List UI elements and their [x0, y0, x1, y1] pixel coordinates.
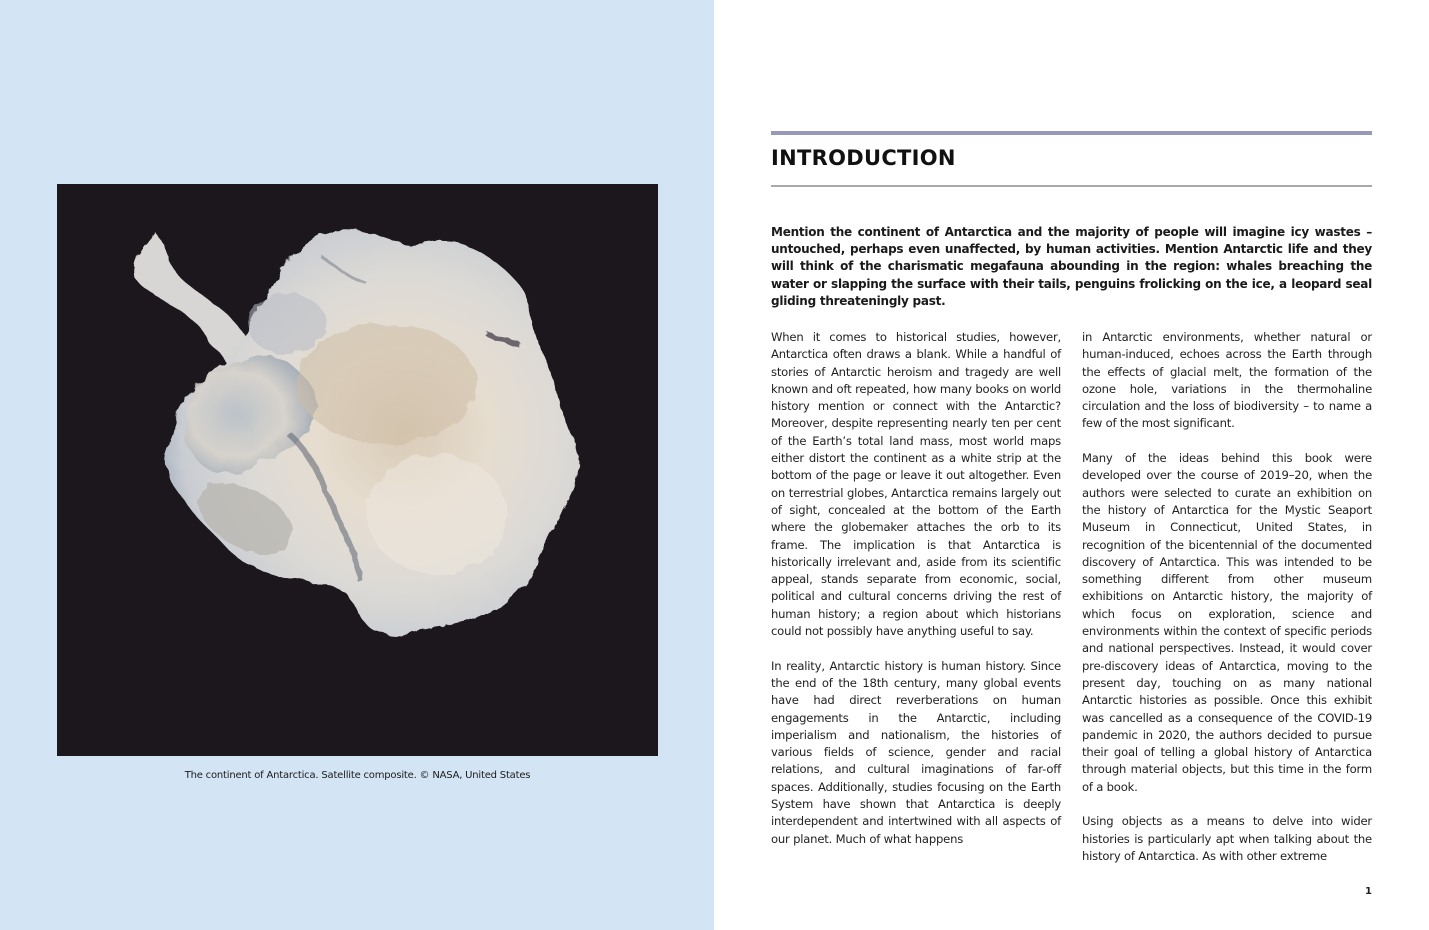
lede-paragraph: Mention the continent of Antarctica and the majority of people will imagine icy wastes – untouched, perhaps even unaffected, by human activities. Mention Antarctic life and they will think of the charismatic megafauna abounding in the region: whales breaching the water or slapping the surface with their tails, penguins frolicking on the ice, a leopard seal gliding threateningly past.: [771, 225, 1372, 308]
body-paragraph: In reality, Antarctic history is human history. Since the end of the 18th century, many global events have had direct reverberations on human engagements in the Antarctic, including imperialism and nationalism, the histories of various fields of science, gender and racial relations, and cultural imaginations of far-off spaces. Additionally, studies focusing on the Earth System have shown that Antarctica is deeply interdependent and intertwined with all aspects of our planet. Much of what happens: [771, 658, 1061, 846]
chapter-title: INTRODUCTION: [771, 146, 956, 170]
body-column-2: [1082, 329, 1372, 883]
heading-bottom-rule: [771, 185, 1372, 187]
right-page: [714, 0, 1429, 930]
left-page: [0, 0, 714, 930]
figure-caption: The continent of Antarctica. Satellite composite. © NASA, United States: [184, 770, 531, 781]
body-paragraph: When it comes to historical studies, however, Antarctica often draws a blank. While a handful of stories of Antarctic heroism and tragedy are well known and oft repeated, how many books on world history mention or connect with the Antarctic? Moreover, despite representing nearly ten per cent of the Earth’s total land mass, most world maps either distort the continent as a white strip at the bottom of the page or leave it out altogether. Even on terrestrial globes, Antarctica remains largely out of sight, concealed at the bottom of the Earth where the globemaker attaches the orb to its frame. The implication is that Antarctica is historically irrelevant and, aside from its scientific appeal, stands separate from economic, social, political and cultural concerns driving the rest of human history; a region about which historians could not possibly have anything useful to say.: [771, 330, 1061, 639]
page-number: 1: [1365, 886, 1372, 897]
body-paragraph: Using objects as a means to delve into wider histories is particularly apt when talking about the history of Antarctica. As with other extreme: [1082, 814, 1372, 863]
body-column-1: [771, 329, 1061, 865]
antarctica-image-drawing: [57, 184, 658, 756]
body-paragraph: Many of the ideas behind this book were developed over the course of 2019–20, when the authors were selected to curate an exhibition on the history of Antarctica for the Mystic Seaport Museum in Connecticut, United States, in recognition of the bicentennial of the documented discovery of Antarctica. This was intended to be something different from other museum exhibitions on Antarctic history, the majority of which focus on exploration, science and environments within the context of specific periods and national perspectives. Instead, it would cover pre-discovery ideas of Antarctica, moving to the present day, touching on as many national Antarctic histories as possible. Once this exhibit was cancelled as a consequence of the COVID-19 pandemic in 2020, the authors decided to pursue their goal of telling a global history of Antarctica through material objects, but this time in the form of a book.: [1082, 451, 1372, 794]
body-paragraph: in Antarctic environments, whether natural or human-induced, echoes across the Earth through the effects of glacial melt, the formation of the ozone hole, variations in the thermohaline circulation and the loss of biodiversity – to name a few of the most significant.: [1082, 330, 1372, 431]
antarctica-satellite-image: [57, 184, 658, 756]
heading-top-rule: [771, 131, 1372, 135]
